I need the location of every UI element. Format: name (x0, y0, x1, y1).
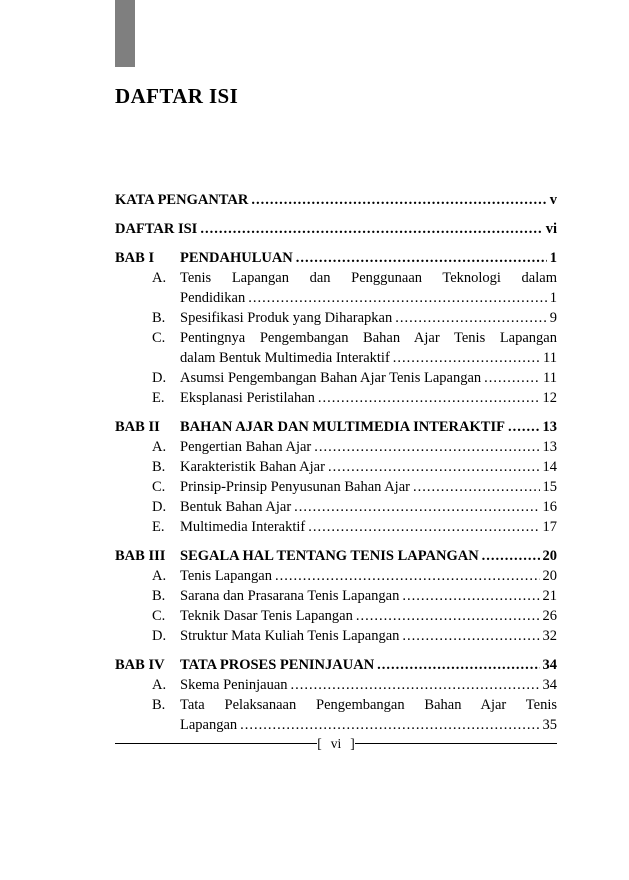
sub-entry-last-line (180, 497, 557, 517)
dot-leader (484, 368, 540, 388)
sub-entry-letter: B. (152, 697, 166, 713)
sub-entry-last-line (180, 308, 557, 328)
sub-entry-text: Spesifikasi Produk yang Diharapkan (180, 310, 393, 326)
sub-entry-page: 1 (549, 290, 557, 306)
sub-entry-last-line (180, 586, 557, 606)
toc-sub-entry (115, 586, 557, 606)
sub-entry-text: Skema Peninjauan (180, 677, 288, 693)
footer-rule-left (115, 743, 317, 744)
sub-entry-body (180, 606, 557, 626)
dot-leader (291, 675, 540, 695)
sub-entry-last-line (180, 715, 557, 735)
dot-leader (248, 288, 547, 308)
dot-leader (296, 248, 547, 268)
sub-entry-letter: C. (152, 608, 166, 624)
sub-entry-body (180, 437, 557, 457)
sub-entry-body (180, 675, 557, 695)
sub-entry-last-line (180, 566, 557, 586)
dot-leader (240, 715, 539, 735)
toc-sub-entry (115, 497, 557, 517)
dot-leader (294, 497, 539, 517)
sub-entry-page: 11 (543, 370, 557, 386)
chapter-page: 20 (542, 548, 557, 564)
chapter-page: 1 (549, 250, 557, 266)
chapter-page: 34 (542, 657, 557, 673)
dot-leader (377, 655, 539, 675)
footer-page-number: vi (330, 736, 342, 751)
chapter-title: PENDAHULUAN (180, 250, 293, 266)
toc-entry-label: DAFTAR ISI (115, 221, 198, 237)
sub-entry-last-line (180, 517, 557, 537)
sub-entry-page: 32 (542, 628, 557, 644)
sub-entry-letter: D. (152, 628, 167, 644)
sub-entry-body (180, 517, 557, 537)
dot-leader (318, 388, 540, 408)
toc-chapter-row (115, 248, 557, 268)
sub-entry-body (180, 695, 557, 735)
dot-leader (402, 586, 539, 606)
dot-leader (251, 190, 546, 210)
sub-entry-page: 15 (542, 479, 557, 495)
sub-entry-body (180, 388, 557, 408)
sub-entry-letter: E. (152, 519, 165, 535)
toc-sub-entry (115, 368, 557, 388)
header-tab-marker (115, 0, 135, 67)
sub-entry-letter: D. (152, 370, 167, 386)
sub-entry-page: 35 (542, 717, 557, 733)
sub-entry-letter: A. (152, 270, 167, 286)
toc-sub-entry (115, 477, 557, 497)
sub-entry-body (180, 586, 557, 606)
toc-entry-page: v (549, 192, 557, 208)
sub-entry-text-line: Tata Pelaksanaan Pengembangan Bahan Ajar Tenis (180, 697, 557, 713)
toc-sub-entry (115, 388, 557, 408)
sub-entry-body (180, 308, 557, 328)
table-of-contents (115, 190, 557, 735)
dot-leader (393, 348, 540, 368)
sub-entry-letter: D. (152, 499, 167, 515)
toc-sub-entry (115, 675, 557, 695)
sub-entry-page: 21 (542, 588, 557, 604)
toc-sub-entry (115, 457, 557, 477)
chapter-number: BAB III (115, 548, 166, 564)
dot-leader (314, 437, 539, 457)
sub-entry-last-line (180, 477, 557, 497)
sub-entry-letter: C. (152, 479, 166, 495)
sub-entry-text-line: Pentingnya Pengembangan Bahan Ajar Tenis Lapangan (180, 330, 557, 346)
sub-entry-page: 9 (549, 310, 557, 326)
sub-entry-page: 16 (542, 499, 557, 515)
sub-entry-last-line (180, 388, 557, 408)
sub-entry-last-line (180, 626, 557, 646)
toc-sub-entry (115, 328, 557, 368)
page-title: DAFTAR ISI (115, 84, 239, 108)
sub-entry-letter: C. (152, 330, 166, 346)
sub-entry-letter: E. (152, 390, 165, 406)
chapter-title: BAHAN AJAR DAN MULTIMEDIA INTERAKTIF (180, 419, 505, 435)
sub-entry-letter: B. (152, 588, 166, 604)
sub-entry-letter: B. (152, 310, 166, 326)
sub-entry-body (180, 626, 557, 646)
toc-sub-entry (115, 308, 557, 328)
sub-entry-last-line (180, 606, 557, 626)
toc-chapter-row (115, 417, 557, 437)
sub-entry-body (180, 457, 557, 477)
sub-entry-page: 13 (542, 439, 557, 455)
page-footer (115, 737, 557, 751)
footer-bracket-close: ] (350, 736, 355, 751)
dot-leader (413, 477, 540, 497)
sub-entry-text: Multimedia Interaktif (180, 519, 306, 535)
sub-entry-page: 17 (542, 519, 557, 535)
toc-front-entry (115, 219, 557, 239)
chapter-title: SEGALA HAL TENTANG TENIS LAPANGAN (180, 548, 479, 564)
chapter-number: BAB IV (115, 657, 165, 673)
toc-chapter-row (115, 546, 557, 566)
sub-entry-text: Sarana dan Prasarana Tenis Lapangan (180, 588, 400, 604)
toc-front-entry (115, 190, 557, 210)
dot-leader (328, 457, 540, 477)
sub-entry-text-line: Tenis Lapangan dan Penggunaan Teknologi dalam (180, 270, 557, 286)
sub-entry-text: Asumsi Pengembangan Bahan Ajar Tenis Lapangan (180, 370, 482, 386)
dot-leader (395, 308, 547, 328)
sub-entry-body (180, 328, 557, 368)
sub-entry-page: 11 (543, 350, 557, 366)
sub-entry-last-line (180, 368, 557, 388)
toc-sub-entry (115, 606, 557, 626)
sub-entry-text: Pendidikan (180, 290, 246, 306)
dot-leader (308, 517, 539, 537)
sub-entry-text: Prinsip-Prinsip Penyusunan Bahan Ajar (180, 479, 410, 495)
toc-sub-entry (115, 437, 557, 457)
toc-sub-entry (115, 517, 557, 537)
toc-entry-label: KATA PENGANTAR (115, 192, 249, 208)
toc-entry-page: vi (545, 221, 557, 237)
sub-entry-text: Karakteristik Bahan Ajar (180, 459, 325, 475)
footer-rule-right (355, 743, 557, 744)
toc-chapter-row (115, 655, 557, 675)
dot-leader (482, 546, 540, 566)
sub-entry-text: Eksplanasi Peristilahan (180, 390, 315, 406)
chapter-title: TATA PROSES PENINJAUAN (180, 657, 375, 673)
sub-entry-body (180, 477, 557, 497)
sub-entry-last-line (180, 437, 557, 457)
sub-entry-text: Lapangan (180, 717, 238, 733)
toc-sub-entry (115, 566, 557, 586)
sub-entry-letter: A. (152, 677, 167, 693)
toc-sub-entry (115, 626, 557, 646)
toc-sub-entry (115, 695, 557, 735)
dot-leader (200, 219, 542, 239)
sub-entry-text: Pengertian Bahan Ajar (180, 439, 312, 455)
dot-leader (508, 417, 540, 437)
chapter-number: BAB II (115, 419, 160, 435)
sub-entry-page: 14 (542, 459, 557, 475)
sub-entry-letter: A. (152, 568, 167, 584)
sub-entry-letter: A. (152, 439, 167, 455)
dot-leader (275, 566, 540, 586)
dot-leader (402, 626, 539, 646)
sub-entry-body (180, 497, 557, 517)
footer-bracket-open: [ (317, 736, 322, 751)
sub-entry-last-line (180, 288, 557, 308)
sub-entry-text: Tenis Lapangan (180, 568, 272, 584)
sub-entry-body (180, 368, 557, 388)
sub-entry-text: Bentuk Bahan Ajar (180, 499, 292, 515)
sub-entry-letter: B. (152, 459, 166, 475)
dot-leader (356, 606, 540, 626)
toc-sub-entry (115, 268, 557, 308)
chapter-page: 13 (542, 419, 557, 435)
sub-entry-text: Teknik Dasar Tenis Lapangan (180, 608, 353, 624)
sub-entry-page: 26 (542, 608, 557, 624)
sub-entry-page: 20 (542, 568, 557, 584)
sub-entry-last-line (180, 457, 557, 477)
chapter-number: BAB I (115, 250, 155, 266)
sub-entry-text: Struktur Mata Kuliah Tenis Lapangan (180, 628, 400, 644)
sub-entry-last-line (180, 675, 557, 695)
sub-entry-body (180, 566, 557, 586)
sub-entry-last-line (180, 348, 557, 368)
sub-entry-text: dalam Bentuk Multimedia Interaktif (180, 350, 390, 366)
sub-entry-page: 12 (542, 390, 557, 406)
sub-entry-page: 34 (542, 677, 557, 693)
sub-entry-body (180, 268, 557, 308)
